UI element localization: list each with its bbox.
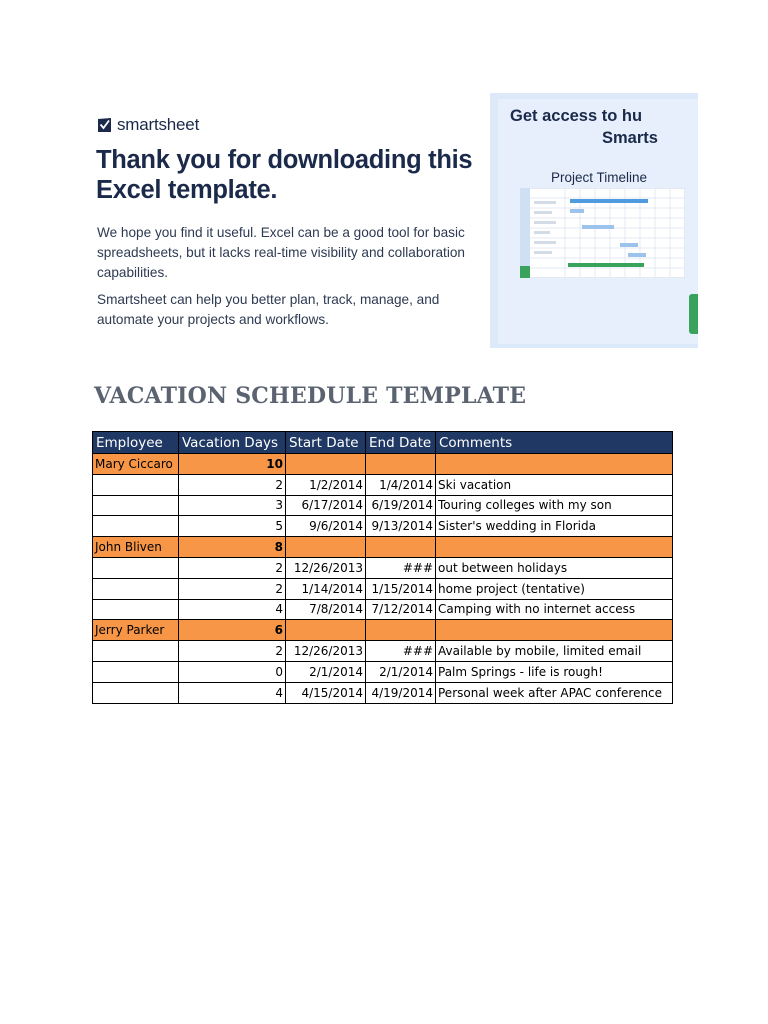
table-body	[93, 454, 673, 704]
table-header-row	[93, 432, 673, 454]
vacation-days-cell[interactable]: 8	[179, 537, 286, 558]
comments-cell[interactable]: Palm Springs - life is rough!	[436, 661, 673, 682]
comments-cell[interactable]	[436, 454, 673, 475]
vacation-days-cell[interactable]: 10	[179, 454, 286, 475]
employee-cell[interactable]	[93, 599, 179, 620]
comments-cell[interactable]: Camping with no internet access	[436, 599, 673, 620]
column-header-comments[interactable]: Comments	[436, 432, 673, 454]
vacation-schedule-table	[92, 431, 673, 704]
employee-summary-row	[93, 620, 673, 641]
employee-cell[interactable]	[93, 516, 179, 537]
vacation-days-cell[interactable]: 2	[179, 474, 286, 495]
start-date-cell[interactable]: 7/8/2014	[286, 599, 366, 620]
comments-cell[interactable]: home project (tentative)	[436, 578, 673, 599]
promo-cta-button[interactable]	[689, 294, 698, 334]
table-row	[93, 557, 673, 578]
vacation-days-cell[interactable]: 4	[179, 599, 286, 620]
employee-cell[interactable]	[93, 495, 179, 516]
table-row	[93, 682, 673, 703]
promo-title-line-1: Get access to hu	[510, 107, 643, 125]
table-row	[93, 641, 673, 662]
smartsheet-banner[interactable]	[92, 93, 698, 348]
comments-cell[interactable]	[436, 620, 673, 641]
employee-cell[interactable]: John Bliven	[93, 537, 179, 558]
employee-cell[interactable]: Mary Ciccaro	[93, 454, 179, 475]
vacation-days-cell[interactable]: 3	[179, 495, 286, 516]
column-header-vacation-days[interactable]: Vacation Days	[179, 432, 286, 454]
logo-text: smartsheet	[117, 115, 200, 134]
vacation-days-cell[interactable]: 2	[179, 641, 286, 662]
end-date-cell[interactable]: 6/19/2014	[366, 495, 436, 516]
end-date-cell[interactable]: 9/13/2014	[366, 516, 436, 537]
banner-headline: Thank you for downloading this Excel template.	[96, 146, 473, 204]
vacation-days-cell[interactable]: 6	[179, 620, 286, 641]
comments-cell[interactable]	[436, 537, 673, 558]
comments-cell[interactable]: Ski vacation	[436, 474, 673, 495]
column-header-start-date[interactable]: Start Date	[286, 432, 366, 454]
start-date-cell[interactable]: 4/15/2014	[286, 682, 366, 703]
table-row	[93, 599, 673, 620]
gantt-chart-illustration	[520, 188, 685, 278]
employee-cell[interactable]	[93, 557, 179, 578]
employee-cell[interactable]	[93, 578, 179, 599]
start-date-cell[interactable]: 1/2/2014	[286, 474, 366, 495]
end-date-cell[interactable]	[366, 620, 436, 641]
column-header-end-date[interactable]: End Date	[366, 432, 436, 454]
banner-paragraph-1: We hope you find it useful. Excel can be a good tool for basic spreadsheets, but it lacks real-time visibility and collaboration capabilities.	[97, 225, 465, 280]
employee-cell[interactable]: Jerry Parker	[93, 620, 179, 641]
comments-cell[interactable]: Touring colleges with my son	[436, 495, 673, 516]
employee-cell[interactable]	[93, 641, 179, 662]
employee-summary-row	[93, 454, 673, 475]
vacation-days-cell[interactable]: 5	[179, 516, 286, 537]
table-row	[93, 578, 673, 599]
banner-paragraph-2: Smartsheet can help you better plan, track, manage, and automate your projects and workflows.	[97, 292, 440, 327]
end-date-cell[interactable]: 1/4/2014	[366, 474, 436, 495]
end-date-cell[interactable]: ###	[366, 557, 436, 578]
sheet-title: VACATION SCHEDULE TEMPLATE	[94, 383, 527, 409]
end-date-cell[interactable]: 1/15/2014	[366, 578, 436, 599]
promo-title-line-2: Smarts	[602, 129, 658, 147]
employee-cell[interactable]	[93, 682, 179, 703]
start-date-cell[interactable]: 9/6/2014	[286, 516, 366, 537]
vacation-days-cell[interactable]: 2	[179, 557, 286, 578]
end-date-cell[interactable]	[366, 537, 436, 558]
table-row	[93, 661, 673, 682]
end-date-cell[interactable]: 2/1/2014	[366, 661, 436, 682]
end-date-cell[interactable]	[366, 454, 436, 475]
vacation-days-cell[interactable]: 0	[179, 661, 286, 682]
promo-subtitle: Project Timeline	[551, 170, 648, 185]
vacation-days-cell[interactable]: 2	[179, 578, 286, 599]
comments-cell[interactable]: Sister's wedding in Florida	[436, 516, 673, 537]
start-date-cell[interactable]	[286, 454, 366, 475]
smartsheet-logo	[98, 115, 199, 135]
start-date-cell[interactable]: 2/1/2014	[286, 661, 366, 682]
employee-summary-row	[93, 537, 673, 558]
comments-cell[interactable]: out between holidays	[436, 557, 673, 578]
comments-cell[interactable]: Personal week after APAC conference	[436, 682, 673, 703]
employee-cell[interactable]	[93, 661, 179, 682]
end-date-cell[interactable]: 7/12/2014	[366, 599, 436, 620]
table-row	[93, 474, 673, 495]
start-date-cell[interactable]: 1/14/2014	[286, 578, 366, 599]
column-header-employee[interactable]: Employee	[93, 432, 179, 454]
table-row	[93, 516, 673, 537]
table-row	[93, 495, 673, 516]
start-date-cell[interactable]	[286, 537, 366, 558]
employee-cell[interactable]	[93, 474, 179, 495]
start-date-cell[interactable]: 12/26/2013	[286, 557, 366, 578]
end-date-cell[interactable]: ###	[366, 641, 436, 662]
comments-cell[interactable]: Available by mobile, limited email	[436, 641, 673, 662]
start-date-cell[interactable]: 12/26/2013	[286, 641, 366, 662]
smartsheet-check-icon	[98, 118, 111, 132]
start-date-cell[interactable]	[286, 620, 366, 641]
start-date-cell[interactable]: 6/17/2014	[286, 495, 366, 516]
promo-panel[interactable]	[490, 93, 698, 348]
vacation-days-cell[interactable]: 4	[179, 682, 286, 703]
end-date-cell[interactable]: 4/19/2014	[366, 682, 436, 703]
promo-title	[510, 105, 698, 149]
